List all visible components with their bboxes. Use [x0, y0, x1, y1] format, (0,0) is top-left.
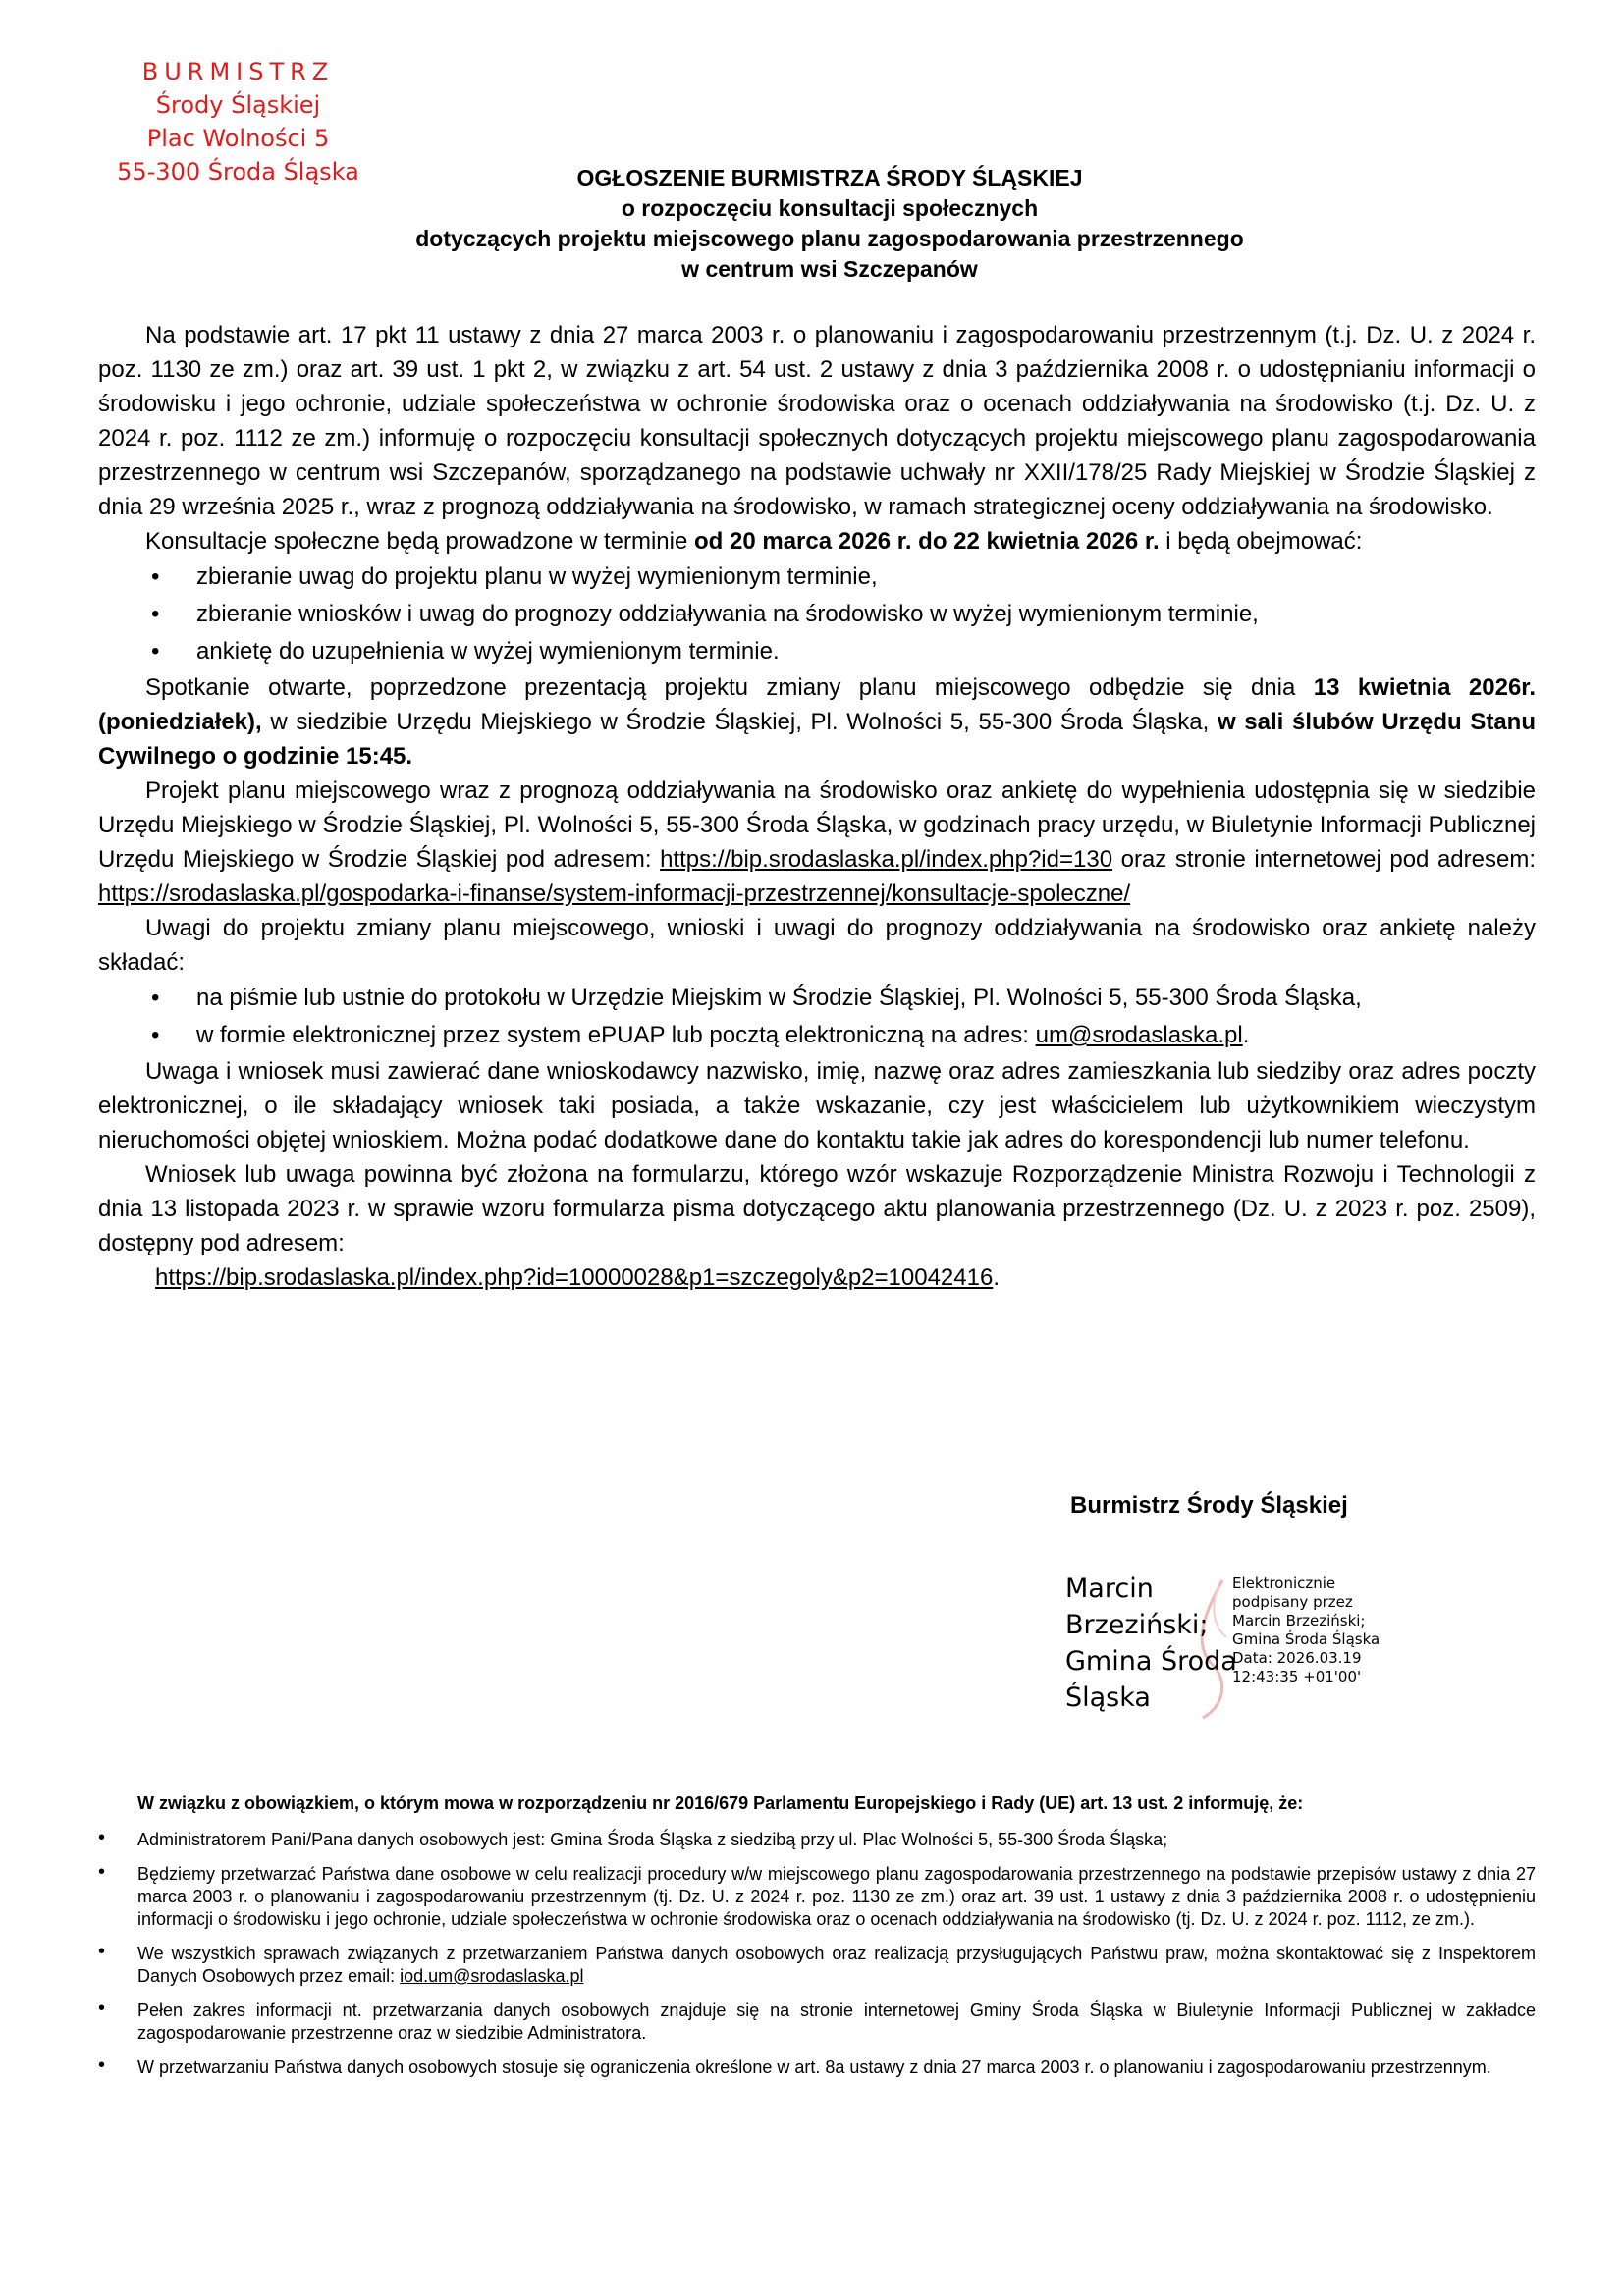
gdpr-list: [98, 1829, 1536, 2079]
list-item: • W przetwarzaniu Państwa danych osobowych stosuje się ograniczenia określone w art. 8a ustawy z dnia 27 marca 2003 r. o planowaniu i zagospodarowaniu przestrzennym.: [98, 2055, 1491, 2077]
stamp-street: Plac Wolności 5: [146, 125, 330, 152]
bullet-icon: •: [151, 1022, 160, 1048]
list-item: • ankietę do uzupełnienia w wyżej wymienionym terminie.: [98, 633, 1536, 670]
iod-email-link[interactable]: iod.um@srodaslaska.pl: [400, 1966, 584, 1986]
bullet-icon: •: [98, 1941, 106, 1962]
title-line-1: OGŁOSZENIE BURMISTRZA ŚRODY ŚLĄSKIEJ: [576, 165, 1083, 190]
gdpr-clause: [98, 1792, 1536, 2091]
bullet-icon: •: [98, 2055, 106, 2076]
bullet-icon: •: [151, 638, 160, 665]
list-item: • Będziemy przetwarzać Państwa dane osobowe w celu realizacji procedury w/w miejscowego planu zagospodarowania przestrzennego na podstawie przepisów ustawy z dnia 27 marca 2003 r. o planowaniu i zagospodarowaniu przestrzennym (tj. Dz. U. z 2024 r. poz. 1130 ze zm.) oraz art. 39 ust. 1 ustawy z dnia 3 października 2008 r. o udostępnieniu informacji o środowisku i jego ochronie, udziale społeczeństwa w ochronie środowiska oraz o ocenach oddziaływania na środowisko (tj. Dz. U. z 2024 r. poz. 1112, ze zm.).: [98, 1861, 1536, 1929]
bullet-icon: •: [151, 601, 160, 627]
paragraph-form-link: https://bip.srodaslaska.pl/index.php?id=10000028&p1=szczegoly&p2=10042416.: [155, 1264, 1000, 1291]
paragraph-form: Wniosek lub uwaga powinna być złożona na formularzu, którego wzór wskazuje Rozporządzenie Ministra Rozwoju i Technologii z dnia 13 listopada 2023 r. w sprawie wzoru formularza pisma dotyczącego aktu planowania przestrzennego (Dz. U. z 2023 r. poz. 2509), dostępny pod adresem:: [98, 1161, 1536, 1256]
meeting-place-time: w sali ślubów Urzędu Stanu Cywilnego o godzinie 15:45.: [98, 709, 1536, 770]
form-link[interactable]: https://bip.srodaslaska.pl/index.php?id=10000028&p1=szczegoly&p2=10042416: [155, 1264, 994, 1291]
gdpr-intro: W związku z obowiązkiem, o którym mowa w rozporządzeniu nr 2016/679 Parlamentu Europejskiego i Rady (UE) art. 13 ust. 2 informuję, że:: [137, 1793, 1304, 1813]
website-link[interactable]: https://srodaslaska.pl/gospodarka-i-finanse/system-informacji-przestrzennej/konsultacje-spoleczne/: [98, 881, 1131, 907]
title-line-3: dotyczących projektu miejscowego planu zagospodarowania przestrzennego: [415, 226, 1244, 251]
list-item: • w formie elektronicznej przez system ePUAP lub pocztą elektroniczną na adres: um@srodaslaska.pl.: [98, 1017, 1536, 1054]
bullet-icon: •: [98, 1998, 106, 2019]
stamp-postal: 55-300 Środa Śląska: [117, 158, 359, 186]
list-item: • zbieranie uwag do projektu planu w wyżej wymienionym terminie,: [98, 559, 1536, 596]
bullet-icon: •: [151, 563, 160, 590]
list-item: • zbieranie wniosków i uwag do prognozy oddziaływania na środowisko w wyżej wymienionym terminie,: [98, 596, 1536, 633]
meeting-date: 13 kwietnia 2026r. (poniedziałek),: [98, 674, 1536, 735]
list-item: • Pełen zakres informacji nt. przetwarzania danych osobowych znajduje się na stronie internetowej Gminy Środa Śląska w Biuletynie Informacji Publicznej w zakładce zagospodarowanie przestrzenne oraz w siedzibie Administratora.: [98, 1998, 1536, 2043]
electronic-signature: [1065, 1571, 1419, 1728]
bip-link[interactable]: https://bip.srodaslaska.pl/index.php?id=130: [660, 846, 1113, 873]
bullet-icon: •: [98, 1827, 106, 1848]
list-item: • Administratorem Pani/Pana danych osobowych jest: Gmina Środa Śląska z siedzibą przy ul. Plac Wolności 5, 55-300 Środa Śląska;: [98, 1827, 1168, 1849]
stamp-title: BURMISTRZ: [141, 58, 335, 85]
consultation-period: od 20 marca 2026 r. do 22 kwietnia 2026 r.: [694, 528, 1160, 555]
announcement-body: [98, 318, 1536, 1295]
list-item: • We wszystkich sprawach związanych z przetwarzaniem Państwa danych osobowych oraz realizacją przysługujących Państwu praw, można skontaktować się z Inspektorem Danych Osobowych przez email: iod.um@srodaslaska.pl: [98, 1941, 1536, 1986]
paragraph-submission: Uwagi do projektu zmiany planu miejscowego, wnioski i uwagi do prognozy oddziaływania na środowisko oraz ankietę należy składać:: [98, 915, 1536, 976]
submission-methods-list: [98, 980, 1536, 1054]
paragraph-consultation-dates: Konsultacje społeczne będą prowadzone w terminie od 20 marca 2026 r. do 22 kwietnia 2026 r. i będą obejmować:: [145, 528, 1363, 555]
paragraph-required-data: Uwaga i wniosek musi zawierać dane wnioskodawcy nazwisko, imię, nazwę oraz adres zamieszkania lub siedziby oraz adres poczty elektronicznej, o ile składający wniosek taki posiada, a także wskazanie, czy jest właścicielem lub użytkownikiem wieczystym nieruchomości objętej wnioskiem. Można podać dodatkowe dane do kontaktu takie jak adres do korespondencji lub numer telefonu.: [98, 1058, 1536, 1153]
signature-name: Marcin Brzeziński; Gmina Środa Śląska: [1065, 1574, 1237, 1713]
consultation-scope-list: [98, 559, 1536, 670]
paragraph-open-meeting: Spotkanie otwarte, poprzedzone prezentacją projektu zmiany planu miejscowego odbędzie się dnia 13 kwietnia 2026r. (poniedziałek), w siedzibie Urzędu Miejskiego w Środzie Śląskiej, Pl. Wolności 5, 55-300 Środa Śląska, w sali ślubów Urzędu Stanu Cywilnego o godzinie 15:45.: [98, 674, 1536, 770]
stamp-town: Środy Śląskiej: [155, 91, 321, 119]
signer-title: Burmistrz Środy Śląskiej: [1070, 1492, 1348, 1519]
paragraph-legal-basis: Na podstawie art. 17 pkt 11 ustawy z dnia 27 marca 2003 r. o planowaniu i zagospodarowaniu przestrzennym (t.j. Dz. U. z 2024 r. poz. 1130 ze zm.) oraz art. 39 ust. 1 pkt 2, w związku z art. 54 ust. 2 ustawy z dnia 3 października 2008 r. o udostępnianiu informacji o środowisku i jego ochronie, udziale społeczeństwa w ochronie środowiska oraz o ocenach oddziaływania na środowisko (t.j. Dz. U. z 2024 r. poz. 1112 ze zm.) informuję o rozpoczęciu konsultacji społecznych dotyczących projektu miejscowego planu zagospodarowania przestrzennego w centrum wsi Szczepanów, sporządzanego na podstawie uchwały nr XXII/178/25 Rady Miejskiej w Środzie Śląskiej z dnia 29 września 2025 r., wraz z prognozą oddziaływania na środowisko, w ramach strategicznej oceny oddziaływania na środowisko.: [98, 322, 1536, 520]
paragraph-availability: Projekt planu miejscowego wraz z prognozą oddziaływania na środowisko oraz ankietę do wypełnienia udostępnia się w siedzibie Urzędu Miejskiego w Środzie Śląskiej, Pl. Wolności 5, 55-300 Środa Śląska, w godzinach pracy urzędu, w Biuletynie Informacji Publicznej Urzędu Miejskiego w Środzie Śląskiej pod adresem: https://bip.srodaslaska.pl/index.php?id=130 oraz stronie internetowej pod adresem: https://srodaslaska.pl/gospodarka-i-finanse/system-informacji-przestrzennej/konsultacje-spoleczne/: [98, 777, 1536, 907]
announcement-title: [245, 163, 1414, 285]
title-line-2: o rozpoczęciu konsultacji społecznych: [621, 195, 1039, 221]
email-link[interactable]: um@srodaslaska.pl: [1035, 1022, 1243, 1048]
bullet-icon: •: [98, 1861, 106, 1883]
bullet-icon: •: [151, 985, 160, 1011]
signature-details: Elektronicznie podpisany przez Marcin Brzeziński; Gmina Środa Śląska Data: 2026.03.19 12:43:35 +01'00': [1232, 1575, 1380, 1685]
list-item: • na piśmie lub ustnie do protokołu w Urzędzie Miejskim w Środzie Śląskiej, Pl. Wolności 5, 55-300 Środa Śląska,: [98, 980, 1536, 1017]
title-line-4: w centrum wsi Szczepanów: [681, 256, 978, 282]
